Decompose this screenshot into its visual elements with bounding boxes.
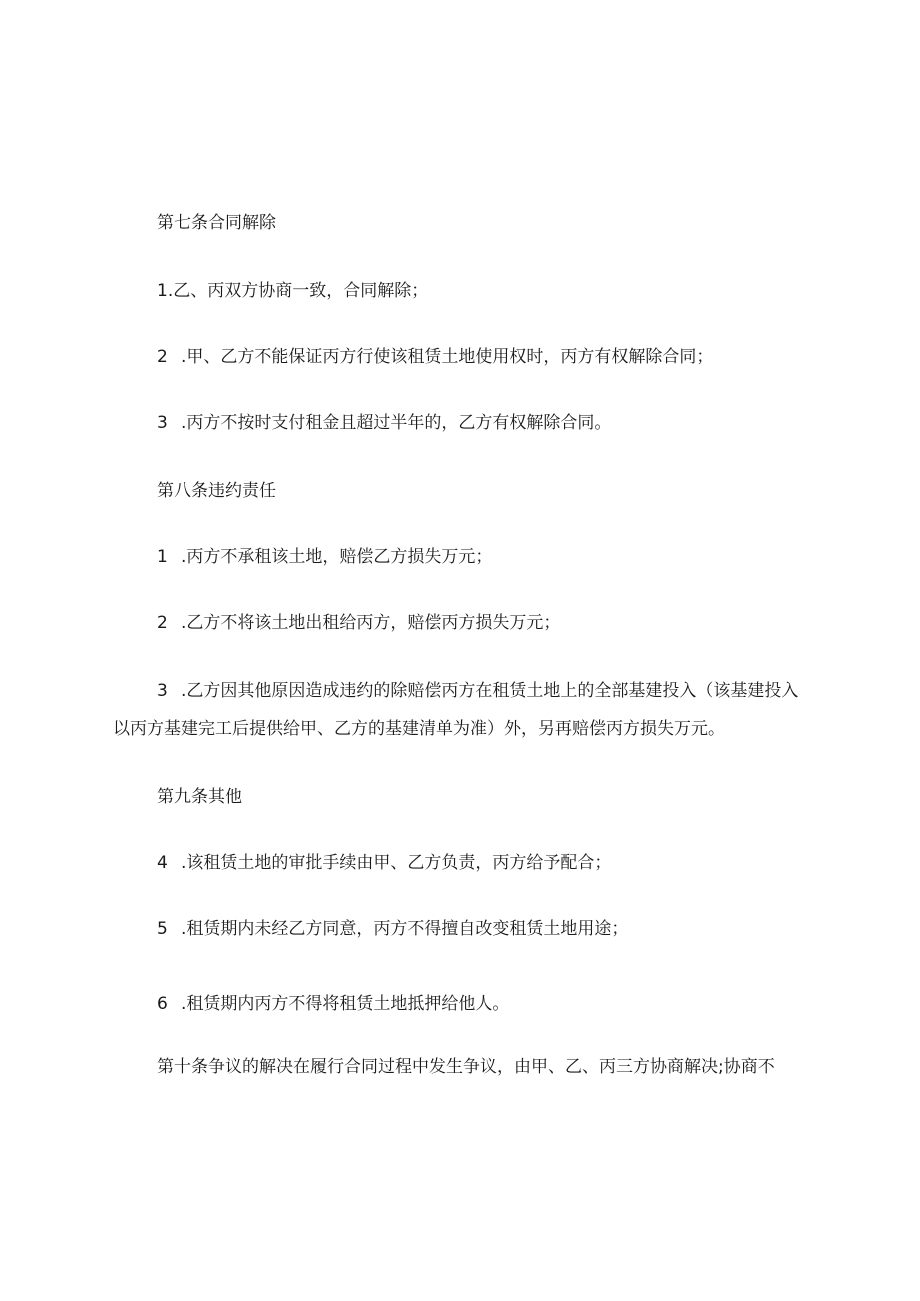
article-8-item-2 (157, 612, 560, 634)
article-8-item-3-continuation: 以丙方基建完工后提供给甲、乙方的基建清单为准）外，另再赔偿丙方损失万元。 (113, 719, 725, 739)
item-number: 1. (157, 281, 174, 301)
item-text: .丙方不按时支付租金且超过半年的，乙方有权解除合同。 (181, 413, 612, 433)
item-text: .丙方不承租该土地，赔偿乙方损失万元； (181, 547, 493, 567)
article-7-item-3 (157, 412, 611, 434)
article-8-heading: 第八条违约责任 (157, 481, 276, 501)
article-7-item-1 (157, 280, 428, 302)
item-number: 2 (157, 347, 168, 367)
article-8-item-1 (157, 546, 492, 568)
article-7-heading: 第七条合同解除 (157, 213, 276, 233)
article-9-heading: 第九条其他 (157, 787, 242, 807)
item-number: 6 (157, 994, 168, 1014)
item-text: .租赁期内未经乙方同意，丙方不得擅自改变租赁土地用途； (181, 919, 629, 939)
item-number: 3 (157, 413, 168, 433)
article-9-item-6 (157, 993, 509, 1015)
article-10-text: 第十条争议的解决在履行合同过程中发生争议，由甲、乙、丙三方协商解决;协商不 (157, 1057, 775, 1077)
item-text: .该租赁土地的审批手续由甲、乙方负责，丙方给予配合； (181, 853, 612, 873)
article-9-item-4 (157, 852, 611, 874)
item-number: 2 (157, 613, 168, 633)
item-text: .租赁期内丙方不得将租赁土地抵押给他人。 (181, 994, 510, 1014)
item-number: 3 (157, 681, 168, 701)
item-number: 1 (157, 547, 168, 567)
item-number: 5 (157, 919, 168, 939)
item-text: .乙方因其他原因造成违约的除赔偿丙方在租赁土地上的全部基建投入（该基建投入 (181, 681, 799, 701)
item-text: .甲、乙方不能保证丙方行使该租赁土地使用权时，丙方有权解除合同； (181, 347, 714, 367)
article-9-item-5 (157, 918, 628, 940)
item-text: .乙方不将该土地出租给丙方，赔偿丙方损失万元； (181, 613, 561, 633)
item-number: 4 (157, 853, 168, 873)
article-7-item-2 (157, 346, 713, 368)
article-8-item-3 (157, 680, 798, 702)
item-text: 乙、丙双方协商一致，合同解除； (173, 281, 429, 301)
